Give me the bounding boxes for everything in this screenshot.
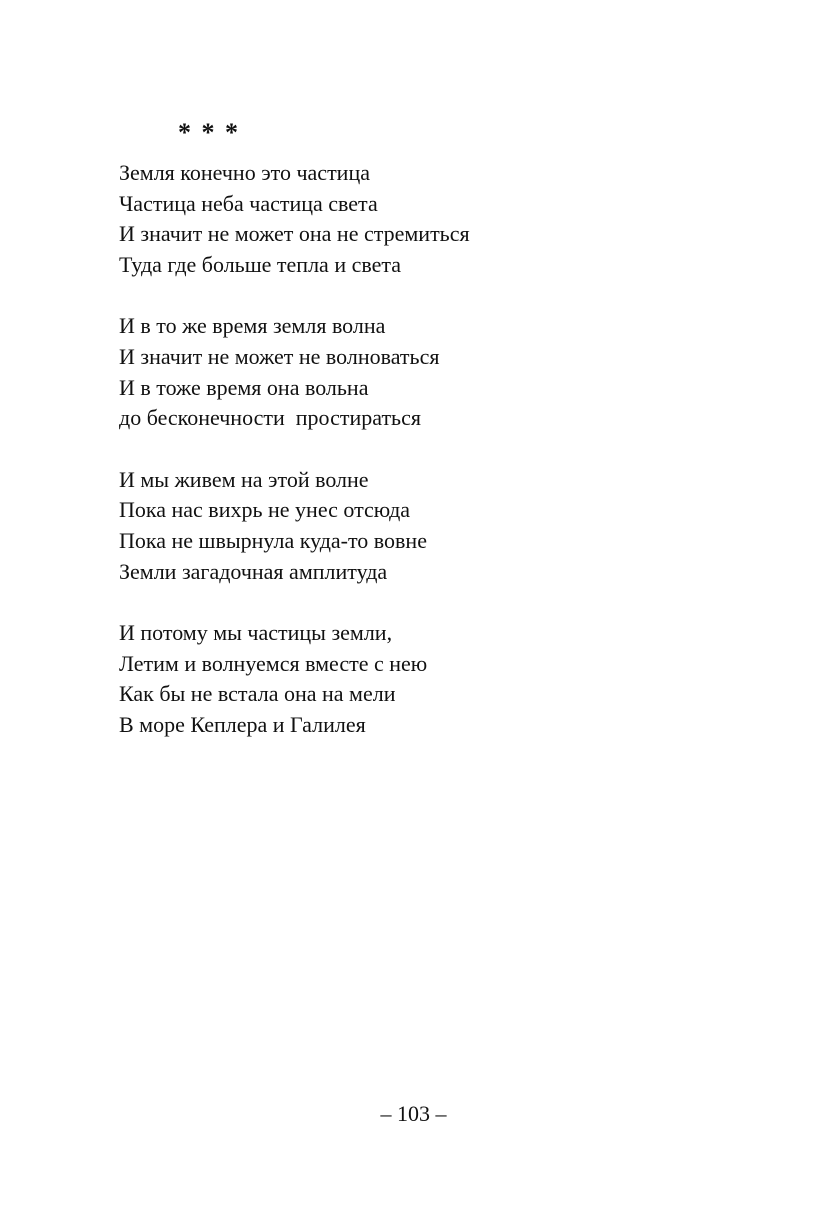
poem-line: И потому мы частицы земли,: [119, 620, 393, 646]
poem: [119, 158, 759, 772]
page-number: – 103 –: [380, 1101, 447, 1126]
poem-line: Земля конечно это частица: [119, 160, 370, 185]
stanza-4: [119, 618, 759, 740]
poem-line: Частица неба частица света: [119, 190, 378, 216]
poem-line: Туда где больше тепла и света: [119, 251, 402, 277]
stanza-1: [119, 158, 759, 280]
stanza-2: [119, 311, 759, 433]
section-divider-asterisks: * * *: [178, 118, 240, 147]
poem-line: Земли загадочная амплитуда: [119, 558, 388, 584]
poem-line: Пока не швырнула куда-то вовне: [119, 527, 427, 553]
poem-line: до бесконечности простираться: [119, 405, 421, 431]
poem-line: Летим и волнуемся вместе с нею: [119, 650, 428, 676]
stanza-3: [119, 465, 759, 587]
poem-line: И значит не может не волноваться: [119, 343, 440, 369]
poem-line: И значит не может она не стремиться: [119, 221, 470, 247]
poem-line: И в тоже время она вольна: [119, 374, 369, 400]
poem-line: И в то же время земля волна: [119, 313, 386, 339]
poem-line: Как бы не встала она на мели: [119, 681, 396, 707]
poem-line: Пока нас вихрь не унес отсюда: [119, 497, 411, 523]
poem-line: В море Кеплера и Галилея: [119, 711, 366, 737]
poem-line: И мы живем на этой волне: [119, 466, 369, 492]
